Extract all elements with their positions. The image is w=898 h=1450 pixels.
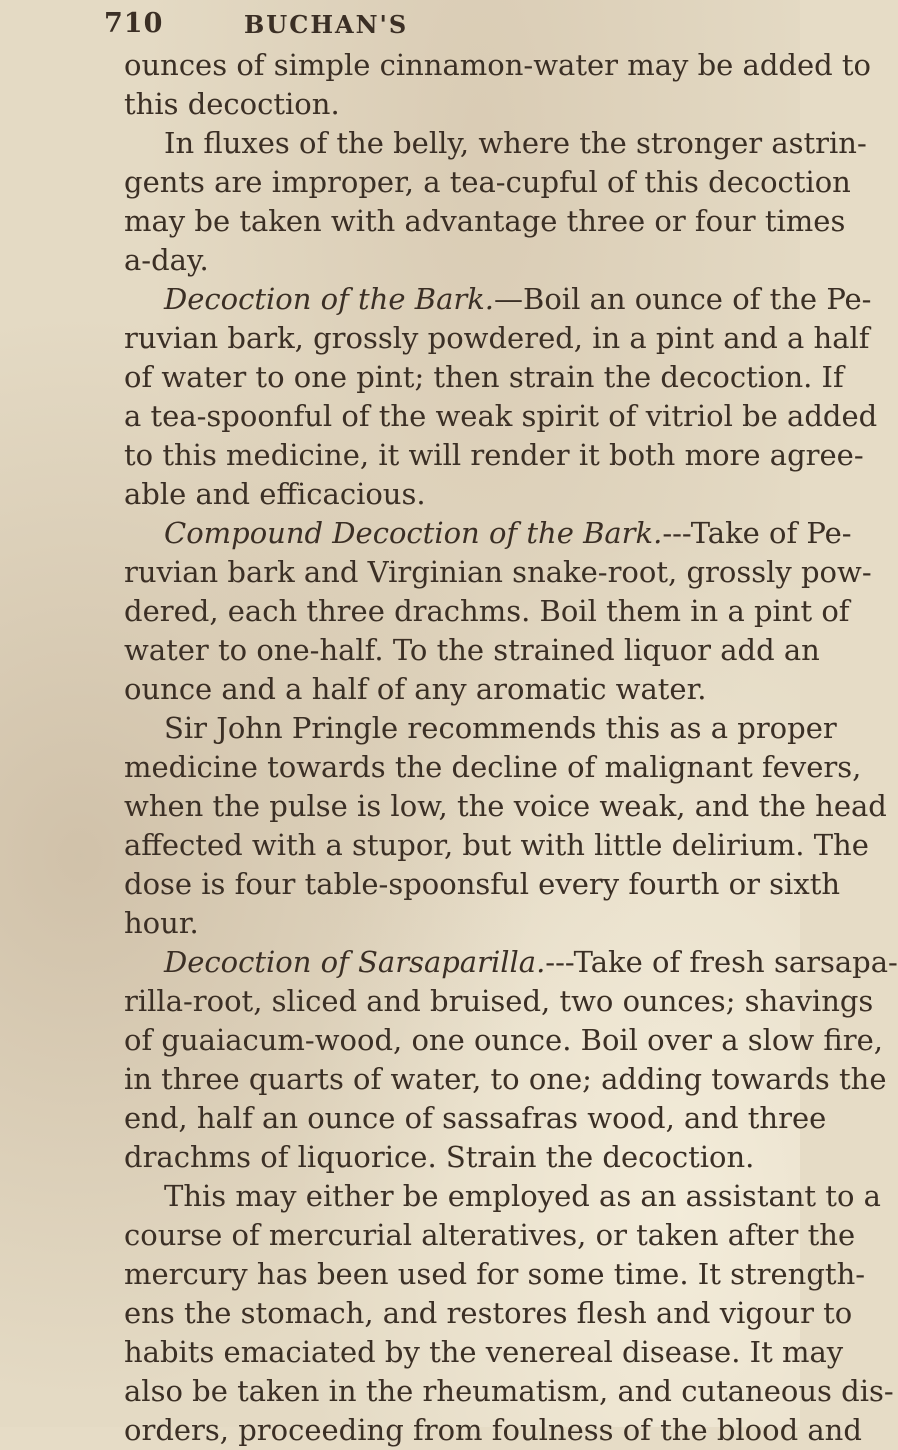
text-line-tail: —Boil an ounce of the Pe- [494,282,872,316]
text-line: affected with a stupor, but with little delirium. The [124,828,869,862]
text-line: orders, proceeding from foulness of the blood and [124,1413,862,1447]
running-head: BUCHAN'S [244,10,409,39]
text-line: mercury has been used for some time. It strength- [124,1257,866,1291]
text-line: dered, each three drachms. Boil them in a pint of [124,594,850,628]
text-line: ruvian bark and Virginian snake-root, grossly pow- [124,555,872,589]
body-text [124,46,898,1450]
text-line: may be taken with advantage three or four times [124,204,846,238]
page-header [104,8,704,44]
text-line [124,943,898,982]
page-number: 710 [104,8,164,39]
text-line: In fluxes of the belly, where the stronger astrin- [164,126,867,160]
text-line: medicine towards the decline of malignant fevers, [124,750,862,784]
section-heading: Decoction of the Bark. [164,282,495,316]
text-line: course of mercurial alteratives, or taken after the [124,1218,856,1252]
section-heading: Compound Decoction of the Bark. [164,516,663,550]
text-line: ens the stomach, and restores flesh and vigour to [124,1296,853,1330]
text-line: drachms of liquorice. Strain the decoction. [124,1140,755,1174]
text-line [124,514,852,553]
text-line: water to one-half. To the strained liquor add an [124,633,820,667]
text-line: gents are improper, a tea-cupful of this decoction [124,165,851,199]
text-line: a tea-spoonful of the weak spirit of vitriol be added [124,399,878,433]
text-line: a-day. [124,243,209,277]
text-line: hour. [124,906,199,940]
text-line: This may either be employed as an assistant to a [164,1179,881,1213]
text-line: of water to one pint; then strain the decoction. If [124,360,844,394]
text-line: dose is four table-spoonsful every fourth or sixth [124,867,841,901]
text-line: ruvian bark, grossly powdered, in a pint and a half [124,321,870,355]
text-line: ounces of simple cinnamon-water may be added to [124,48,872,82]
text-line: this decoction. [124,87,340,121]
text-line: ounce and a half of any aromatic water. [124,672,707,706]
text-line: end, half an ounce of sassafras wood, and three [124,1101,827,1135]
text-line: able and efficacious. [124,477,426,511]
text-line: also be taken in the rheumatism, and cutaneous dis- [124,1374,894,1408]
text-line: habits emaciated by the venereal disease. It may [124,1335,844,1369]
text-line: in three quarts of water, to one; adding towards the [124,1062,887,1096]
text-line: Sir John Pringle recommends this as a proper [164,711,837,745]
text-line: to this medicine, it will render it both more agree- [124,438,864,472]
text-line-tail: ---Take of Pe- [662,516,852,550]
text-line [124,280,872,319]
text-line: when the pulse is low, the voice weak, and the head [124,789,887,823]
text-line: of guaiacum-wood, one ounce. Boil over a slow fire, [124,1023,884,1057]
text-line: rilla-root, sliced and bruised, two ounces; shavings [124,984,874,1018]
text-line-tail: ---Take of fresh sarsapa- [545,945,898,979]
section-heading: Decoction of Sarsaparilla. [164,945,546,979]
